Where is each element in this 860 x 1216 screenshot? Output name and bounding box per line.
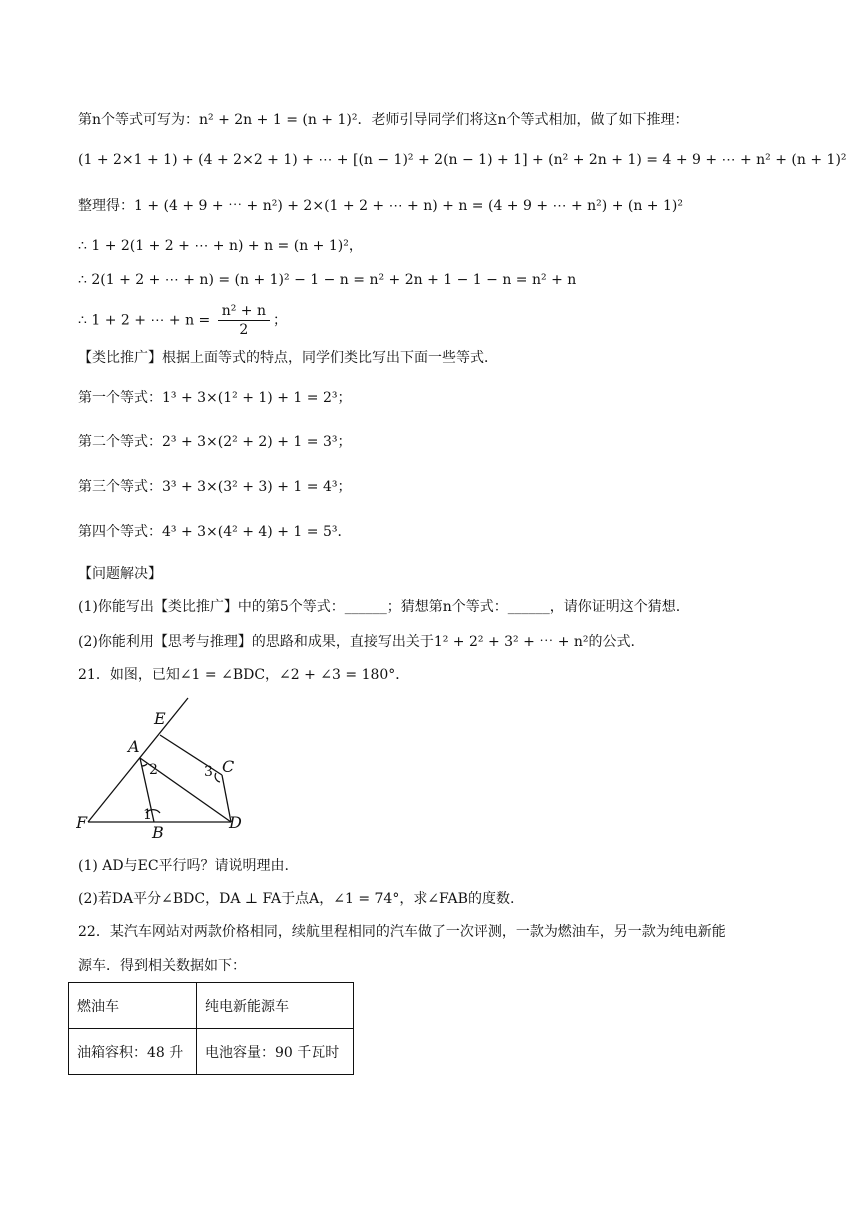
- text-line-10: 第三个等式：3³ + 3×(3² + 3) + 1 = 4³；: [78, 479, 352, 495]
- text-line-11: 第四个等式：4³ + 3×(4² + 4) + 1 = 5³．: [78, 524, 352, 540]
- text-line-7: 【类比推广】根据上面等式的特点，同学们类比写出下面一些等式．: [78, 350, 498, 366]
- sub-question-2: (2)若DA平分∠BDC，DA ⊥ FA于点A，∠1 = 74°，求∠FAB的度数.: [78, 891, 515, 907]
- sub-question-1: (1) AD与EC平行吗？请说明理由.: [78, 858, 289, 874]
- comparison-table: [68, 982, 354, 1075]
- label-angle-1: 1: [143, 807, 152, 823]
- text-line-5: ∴ 2(1 + 2 + ⋯ + n) = (n + 1)² − 1 − n = n² + 2n + 1 − 1 − n = n² + n: [78, 272, 577, 288]
- table-cell: 燃油车: [69, 983, 197, 1029]
- label-A: A: [128, 737, 140, 756]
- fraction-equation: [78, 302, 287, 339]
- fraction-suffix: ；: [273, 312, 287, 329]
- fraction-numerator: n² + n: [218, 302, 270, 321]
- question-2: (2)你能利用【思考与推理】的思路和成果，直接写出关于1² + 2² + 3² + ⋯ + n²的公式.: [78, 634, 635, 650]
- fraction: [218, 302, 270, 339]
- text-line-8: 第一个等式：1³ + 3×(1² + 1) + 1 = 2³；: [78, 390, 352, 406]
- label-F: F: [76, 813, 88, 832]
- problem-22-continued: 源车．得到相关数据如下：: [78, 958, 246, 974]
- question-1: (1)你能写出【类比推广】中的第5个等式：______；猜想第n个等式：______，请你证明这个猜想.: [78, 599, 681, 615]
- fraction-denominator: 2: [239, 322, 249, 338]
- label-D: D: [229, 813, 242, 832]
- angle-2-arc: [142, 764, 147, 766]
- table-row: [69, 983, 354, 1029]
- label-angle-3: 3: [204, 764, 213, 780]
- label-B: B: [152, 823, 164, 842]
- table-cell: 油箱容积：48 升: [69, 1029, 197, 1075]
- fraction-prefix: ∴ 1 + 2 + ⋯ + n =: [78, 312, 211, 329]
- geometry-figure: [76, 688, 276, 848]
- table-cell: 纯电新能源车: [197, 983, 354, 1029]
- table-cell: 电池容量：90 千瓦时: [197, 1029, 354, 1075]
- text-line-1: 第n个等式可写为：n² + 2n + 1 = (n + 1)²．老师引导同学们将这n个等式相加，做了如下推理：: [78, 112, 689, 128]
- text-line-2: (1 + 2×1 + 1) + (4 + 2×2 + 1) + ⋯ + [(n − 1)² + 2(n − 1) + 1] + (n² + 2n + 1) = 4 + 9 + ⋯ + n² + (n + 1)²: [78, 152, 847, 168]
- section-heading: 【问题解决】: [78, 566, 162, 582]
- text-line-3: 整理得：1 + (4 + 9 + ⋯ + n²) + 2×(1 + 2 + ⋯ + n) + n = (4 + 9 + ⋯ + n²) + (n + 1)²: [78, 198, 683, 214]
- problem-21: 21．如图，已知∠1 = ∠BDC，∠2 + ∠3 = 180°．: [78, 667, 410, 683]
- line-F-to-ray: [88, 698, 188, 822]
- table-row: [69, 1029, 354, 1075]
- text-line-4: ∴ 1 + 2(1 + 2 + ⋯ + n) + n = (n + 1)²，: [78, 238, 363, 254]
- label-angle-2: 2: [149, 762, 158, 778]
- angle-3-arc: [215, 773, 220, 782]
- problem-22: 22．某汽车网站对两款价格相同，续航里程相同的汽车做了一次评测，一款为燃油车，另一款为纯电新能: [78, 924, 726, 940]
- label-C: C: [222, 757, 235, 776]
- text-line-9: 第二个等式：2³ + 3×(2² + 2) + 1 = 3³；: [78, 434, 352, 450]
- label-E: E: [154, 709, 166, 728]
